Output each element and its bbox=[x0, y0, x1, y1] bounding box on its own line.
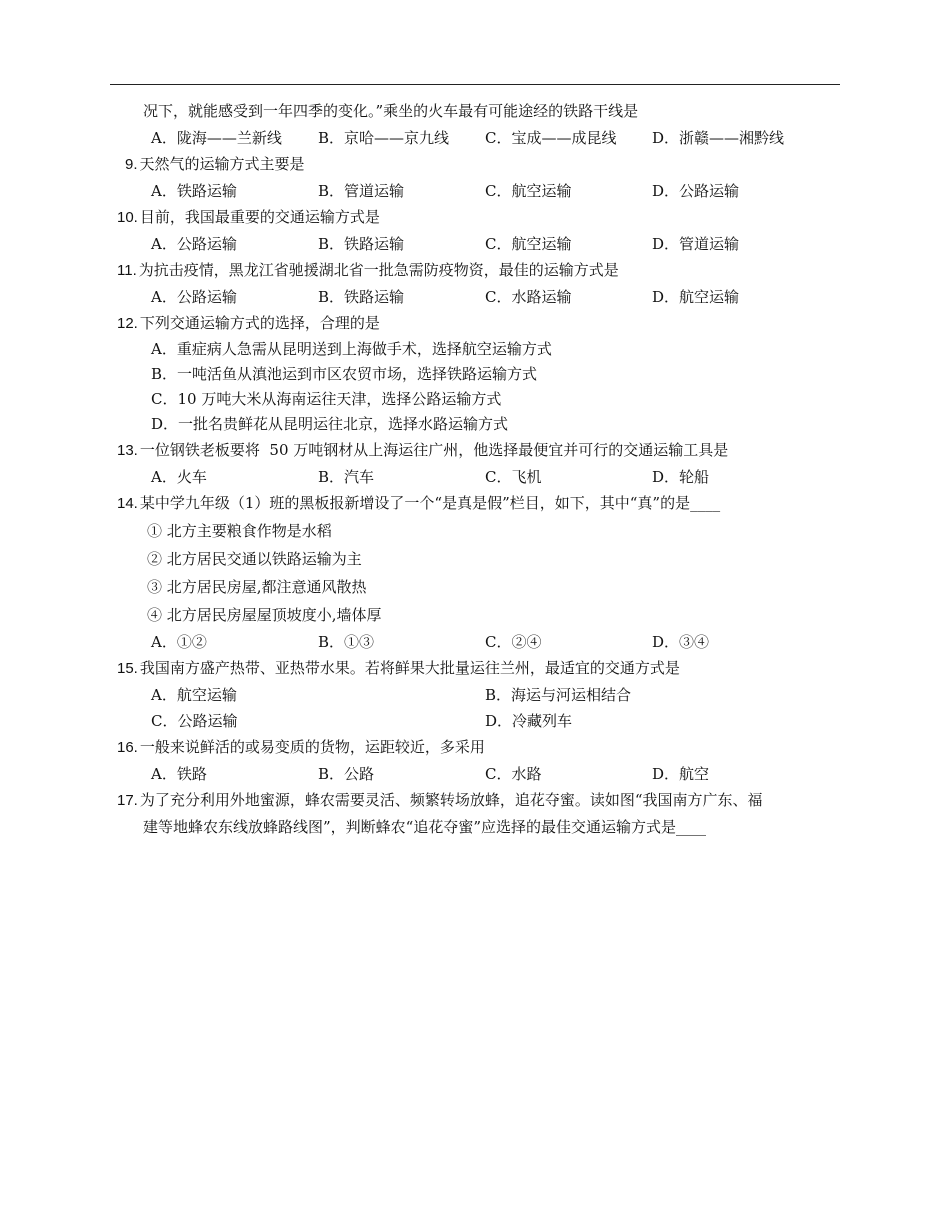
q15-option-c[interactable]: C．公路运输 bbox=[151, 712, 238, 730]
q15-text: 我国南方盛产热带、亚热带水果。若将鲜果大批量运往兰州，最适宜的交通方式是 bbox=[139, 659, 680, 677]
q13-stem bbox=[117, 437, 842, 464]
q16-option-d[interactable]: D．航空 bbox=[652, 765, 710, 783]
q16-stem bbox=[117, 734, 842, 761]
q9-option-d[interactable]: D．公路运输 bbox=[652, 182, 740, 200]
q10-stem bbox=[117, 204, 842, 231]
q10-option-d[interactable]: D．管道运输 bbox=[652, 235, 740, 253]
q16-number: 16. bbox=[117, 739, 138, 756]
q12-option-d[interactable]: D．一批名贵鲜花从昆明运往北京，选择水路运输方式 bbox=[151, 415, 509, 433]
q12-option-a[interactable]: A．重症病人急需从昆明送到上海做手术，选择航空运输方式 bbox=[151, 340, 552, 358]
q11-text: 为抗击疫情，黑龙江省驰援湖北省一批急需防疫物资，最佳的运输方式是 bbox=[138, 261, 619, 279]
q14-text: 某中学九年级（1）班的黑板报新增设了一个“是真是假”栏目，如下，其中“真”的是____ bbox=[139, 494, 721, 512]
header-rule bbox=[110, 84, 840, 85]
q16-options bbox=[117, 761, 842, 787]
q14-statement-4: ④ 北方居民房屋屋顶坡度小,墙体厚 bbox=[147, 606, 382, 624]
q14-stem bbox=[117, 490, 842, 517]
q11-stem bbox=[117, 257, 842, 284]
q8-stem-continuation: 况下，就能感受到一年四季的变化。”乘坐的火车最有可能途经的铁路干线是 bbox=[143, 102, 639, 120]
q14-option-a[interactable]: A．①② bbox=[151, 633, 207, 651]
q11-number: 11. bbox=[117, 262, 137, 279]
q15-stem bbox=[117, 655, 842, 682]
q14-option-d[interactable]: D．③④ bbox=[652, 633, 710, 651]
q10-text: 目前，我国最重要的交通运输方式是 bbox=[139, 208, 380, 226]
q10-option-c[interactable]: C．航空运输 bbox=[485, 235, 572, 253]
q12-text: 下列交通运输方式的选择，合理的是 bbox=[139, 314, 380, 332]
q17-stem-line-1 bbox=[117, 787, 842, 814]
q9-option-a[interactable]: A．铁路运输 bbox=[151, 182, 237, 200]
q13-text: 一位钢铁老板要将 50 万吨钢材从上海运往广州，他选择最便宜并可行的交通运输工具是 bbox=[139, 441, 729, 459]
q14-statement-1: ① 北方主要粮食作物是水稻 bbox=[147, 522, 332, 540]
q9-option-b[interactable]: B．管道运输 bbox=[318, 182, 405, 200]
q8-option-d[interactable]: D．浙赣——湘黔线 bbox=[652, 129, 785, 147]
q17-stem-line-2: 建等地蜂农东线放蜂路线图”，判断蜂农“追花夺蜜”应选择的最佳交通运输方式是____ bbox=[143, 818, 707, 836]
q10-number: 10. bbox=[117, 209, 138, 226]
q12-option-b[interactable]: B．一吨活鱼从滇池运到市区农贸市场，选择铁路运输方式 bbox=[151, 365, 538, 383]
q14-option-b[interactable]: B．①③ bbox=[318, 633, 375, 651]
question-list bbox=[117, 98, 842, 841]
q11-option-c[interactable]: C．水路运输 bbox=[485, 288, 572, 306]
q11-option-a[interactable]: A．公路运输 bbox=[151, 288, 237, 306]
q12-number: 12. bbox=[117, 315, 138, 332]
q16-text: 一般来说鲜活的或易变质的货物，运距较近，多采用 bbox=[139, 738, 485, 756]
q9-option-c[interactable]: C．航空运输 bbox=[485, 182, 572, 200]
q17-text-1: 为了充分利用外地蜜源，蜂农需要灵活、频繁转场放蜂，追花夺蜜。读如图“我国南方广东、福 bbox=[139, 791, 763, 809]
q9-number: 9. bbox=[125, 156, 138, 173]
q13-option-b[interactable]: B．汽车 bbox=[318, 468, 375, 486]
q15-option-a[interactable]: A．航空运输 bbox=[151, 686, 237, 704]
q8-option-b[interactable]: B．京哈——京九线 bbox=[318, 129, 450, 147]
q11-option-b[interactable]: B．铁路运输 bbox=[318, 288, 405, 306]
q13-options bbox=[117, 464, 842, 490]
q15-number: 15. bbox=[117, 660, 138, 677]
q14-statement-3: ③ 北方居民房屋,都注意通风散热 bbox=[147, 578, 367, 596]
q11-option-d[interactable]: D．航空运输 bbox=[652, 288, 740, 306]
q10-options bbox=[117, 231, 842, 257]
q10-option-a[interactable]: A．公路运输 bbox=[151, 235, 237, 253]
q17-number: 17. bbox=[117, 792, 138, 809]
q15-options-row-1 bbox=[117, 682, 842, 708]
q13-option-d[interactable]: D．轮船 bbox=[652, 468, 710, 486]
q15-option-d[interactable]: D．冷藏列车 bbox=[485, 712, 573, 730]
q9-stem bbox=[117, 151, 842, 178]
q13-number: 13. bbox=[117, 442, 138, 459]
q8-option-a[interactable]: A．陇海——兰新线 bbox=[151, 129, 282, 147]
q12-option-c[interactable]: C．10 万吨大米从海南运往天津，选择公路运输方式 bbox=[151, 390, 502, 408]
q16-option-a[interactable]: A．铁路 bbox=[151, 765, 207, 783]
q13-option-c[interactable]: C．飞机 bbox=[485, 468, 542, 486]
q14-options bbox=[117, 629, 842, 655]
q12-stem bbox=[117, 310, 842, 337]
q16-option-c[interactable]: C．水路 bbox=[485, 765, 542, 783]
q14-option-c[interactable]: C．②④ bbox=[485, 633, 542, 651]
q9-options bbox=[117, 178, 842, 204]
q13-option-a[interactable]: A．火车 bbox=[151, 468, 207, 486]
q9-text: 天然气的运输方式主要是 bbox=[139, 155, 305, 173]
q8-option-c[interactable]: C．宝成——成昆线 bbox=[485, 129, 617, 147]
q10-option-b[interactable]: B．铁路运输 bbox=[318, 235, 405, 253]
q11-options bbox=[117, 284, 842, 310]
q15-option-b[interactable]: B．海运与河运相结合 bbox=[485, 686, 632, 704]
q14-number: 14. bbox=[117, 495, 138, 512]
q14-statement-2: ② 北方居民交通以铁路运输为主 bbox=[147, 550, 362, 568]
q8-options bbox=[117, 125, 842, 151]
q16-option-b[interactable]: B．公路 bbox=[318, 765, 375, 783]
q12-options bbox=[117, 337, 842, 437]
q15-options-row-2 bbox=[117, 708, 842, 734]
